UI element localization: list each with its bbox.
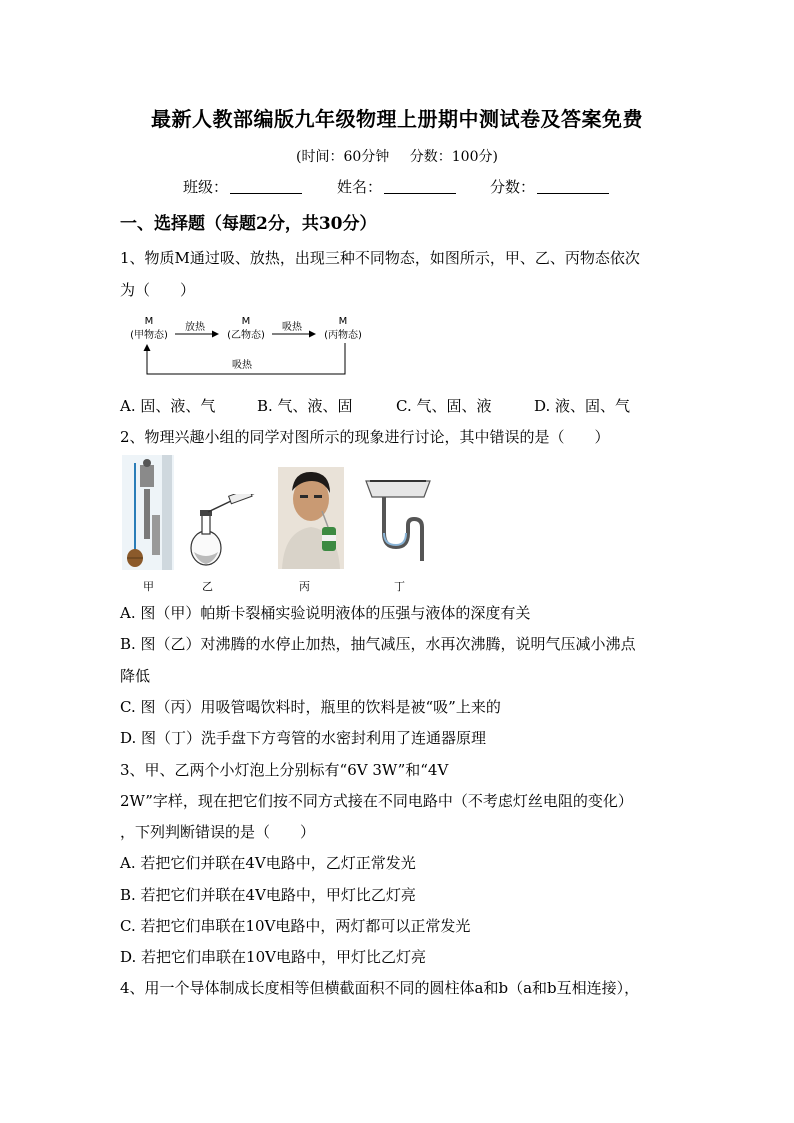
- page-title: 最新人教部编版九年级物理上册期中测试卷及答案免费: [151, 107, 643, 131]
- q1-option-b[interactable]: B. 气、液、固: [257, 397, 353, 415]
- score-label: 分数：: [490, 178, 536, 196]
- q1-state-diagram: [115, 313, 385, 379]
- q1-option-a[interactable]: A. 固、液、气: [120, 397, 216, 415]
- name-blank: [384, 179, 456, 194]
- fig-label-yi: 乙: [202, 580, 213, 593]
- fig-label-ding: 丁: [394, 580, 405, 593]
- q3-text-line3: ，下列判断错误的是（ ）: [120, 823, 316, 841]
- q3-option-c[interactable]: C. 若把它们串联在10V电路中，两灯都可以正常发光: [120, 917, 471, 935]
- exam-subtitle: [0, 146, 794, 166]
- figure-sink-trap: [362, 475, 434, 565]
- q3-option-d[interactable]: D. 若把它们串联在10V电路中，甲灯比乙灯亮: [120, 948, 426, 966]
- q1-text-line2: 为（ ）: [120, 281, 196, 299]
- q3-text-line2: 2W”字样，现在把它们按不同方式接在不同电路中（不考虑灯丝电阻的变化）: [120, 792, 633, 810]
- state2-label: (乙物态): [227, 330, 265, 341]
- arrow2-label: 吸热: [282, 322, 302, 333]
- q3-option-a[interactable]: A. 若把它们并联在4V电路中，乙灯正常发光: [120, 854, 416, 872]
- q2-option-b-cont: 降低: [120, 667, 151, 685]
- q2-option-a[interactable]: A. 图（甲）帕斯卡裂桶实验说明液体的压强与液体的深度有关: [120, 604, 531, 622]
- score-field: [490, 176, 609, 197]
- q2-option-b[interactable]: B. 图（乙）对沸腾的水停止加热，抽气减压，水再次沸腾，说明气压减小沸点: [120, 635, 636, 653]
- state1-m: M: [144, 316, 154, 327]
- score-blank: [537, 179, 609, 194]
- figure-pascal-barrel: [122, 455, 174, 570]
- figure-flask-syringe: [186, 494, 260, 568]
- q1-option-d[interactable]: D. 液、固、气: [534, 397, 631, 415]
- fig-label-jia: 甲: [143, 580, 154, 593]
- q2-option-d[interactable]: D. 图（丁）洗手盘下方弯管的水密封利用了连通器原理: [120, 729, 487, 747]
- q1-text-line1: 1、物质M通过吸、放热，出现三种不同物态，如图所示，甲、乙、丙物态依次: [120, 249, 640, 267]
- score-info: 分数：100分): [409, 149, 498, 165]
- time-info: (时间：60分钟: [296, 149, 390, 165]
- q2-option-c[interactable]: C. 图（丙）用吸管喝饮料时，瓶里的饮料是被“吸”上来的: [120, 698, 501, 716]
- name-label: 姓名：: [337, 178, 383, 196]
- class-label: 班级：: [183, 178, 229, 196]
- name-field: [337, 176, 456, 197]
- q3-text-line1: 3、甲、乙两个小灯泡上分别标有“6V 3W”和“4V: [120, 761, 449, 779]
- class-field: [183, 176, 302, 197]
- state1-label: (甲物态): [130, 330, 168, 341]
- arrow3-label: 吸热: [232, 360, 252, 371]
- fig-label-bing: 丙: [299, 580, 310, 593]
- q1-option-c[interactable]: C. 气、固、液: [396, 397, 492, 415]
- arrow1-label: 放热: [185, 322, 205, 333]
- state3-label: (丙物态): [324, 330, 362, 341]
- state3-m: M: [338, 316, 348, 327]
- q3-option-b[interactable]: B. 若把它们并联在4V电路中，甲灯比乙灯亮: [120, 886, 416, 904]
- class-blank: [230, 179, 302, 194]
- figure-person-drinking: [278, 467, 344, 569]
- section-heading: 一、选择题（每题2分，共30分）: [120, 214, 377, 234]
- q4-text-line1: 4、用一个导体制成长度相等但横截面积不同的圆柱体a和b（a和b互相连接），: [120, 979, 640, 997]
- state2-m: M: [241, 316, 251, 327]
- q2-text-line1: 2、物理兴趣小组的同学对图所示的现象进行讨论，其中错误的是（ ）: [120, 428, 610, 446]
